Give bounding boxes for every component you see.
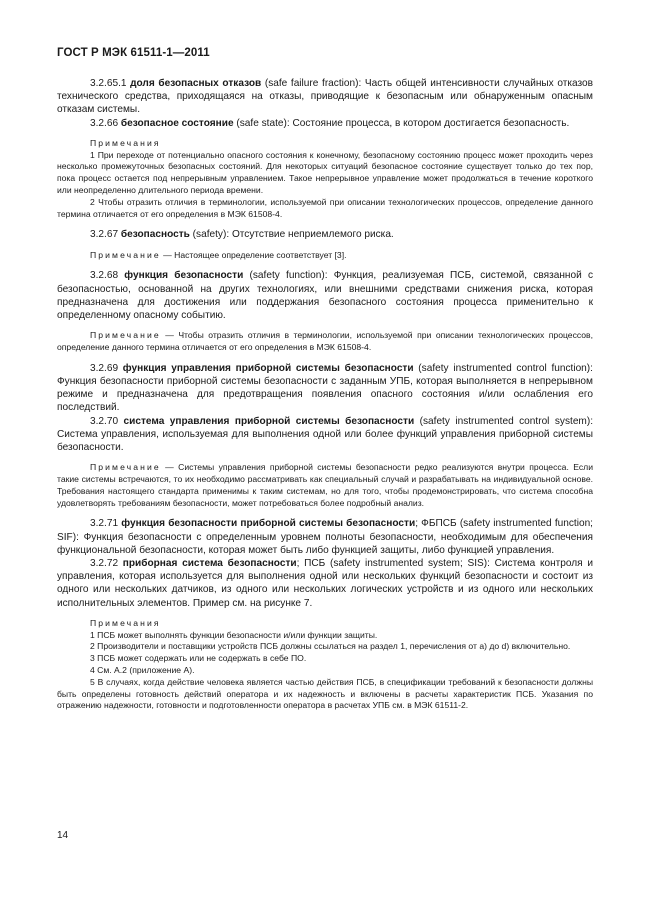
term: безопасное состояние (120, 117, 234, 129)
clause-3-2-69 (57, 362, 593, 415)
definition: ; ПСБ (safety instrumented system; SIS): Система контроля и управления, которая используется для выполнения одной или нескольких функций безопасности и состоит из одного или нескольких датчиков, из одного или нескольких логических устройств и из одного или нескольких исполнительных элементов. Пример см. на рисунке 7. (57, 558, 593, 609)
note-text: — Чтобы отразить отличия в терминологии, используемой при описании технологических процессов, определение данного термина отличается от его определения в МЭК 61508-4. (57, 330, 593, 352)
definition: (safety instrumented control function): Функция безопасности приборной системы безопасности с заданным УПБ, которая выполняется в непрерывном режиме и предназначена для предотвращения появления опасного состояния и/или ослабления его последствий. (57, 362, 593, 414)
clause-number: 3.2.65.1 (90, 78, 131, 89)
clause-3-2-65-1 (57, 77, 593, 117)
document-body (57, 77, 593, 712)
definition: (safe state): Состояние процесса, в котором достигается безопасность. (233, 117, 570, 129)
notes-heading: Примечания (90, 137, 161, 148)
clause-number: 3.2.67 (90, 229, 121, 241)
note (57, 250, 593, 262)
note-item: 1 ПСБ может выполнять функции безопасности и/или функции защиты. (90, 629, 378, 640)
note-item: 1 При переходе от потенциально опасного состояния к конечному, безопасному состоянию процесс может проходить через несколько промежуточных безопасных состояний. Для некоторых ситуаций безопасное состояние существует только до тех пор, пока процесс остается под непрерывным управлением. Такое непрерывное управление может продолжаться в течение короткого или неопределенно длительного периода времени. (57, 149, 593, 195)
term: функция управления приборной системы безопасности (122, 362, 414, 374)
note-text: — Настоящее определение соответствует [3]. (160, 249, 347, 260)
note-text: — Системы управления приборной системы безопасности редко реализуются внутри процесса. Если такие системы встречаются, то их необходимо рассматривать как специальный случай и разрабатывать на индивидуальной основе. Требования настоящего стандарта применимы к таким системам, но для того, чтобы продемонстрировать, что система способна удовлетворять требованиям безопасности, может потребоваться более подробный анализ. (57, 462, 593, 508)
notes-heading: Примечания (90, 617, 161, 628)
clause-number: 3.2.69 (90, 362, 123, 374)
note-label: Примечание (90, 249, 161, 260)
clause-number: 3.2.71 (90, 518, 122, 530)
note-item: 3 ПСБ может содержать или не содержать в себе ПО. (90, 653, 307, 664)
definition: ; ФБПСБ (safety instrumented function; SIF): Функция безопасности с определенным уровнем полноты безопасности, необходимым для обеспечения функциональной безопасности, которая может быть либо функцией защиты, либо функцией управления. (57, 518, 593, 556)
clause-3-2-71 (57, 517, 593, 557)
term: система управления приборной системы безопасности (123, 415, 415, 427)
clause-3-2-67 (57, 228, 593, 241)
clause-3-2-72 (57, 557, 593, 610)
term: функция безопасности (124, 270, 244, 282)
note-label: Примечание (90, 462, 161, 473)
clause-number: 3.2.66 (90, 117, 121, 129)
page-number: 14 (57, 830, 69, 841)
clause-3-2-68 (57, 269, 593, 322)
definition: (safety): Отсутствие неприемлемого риска. (189, 229, 394, 241)
definition: (safe failure fraction): Часть общей интенсивности случайных отказов технического средства, приходящаяся на отказы, приводящие к безопасным или обнаруженным опасным отказам системы. (57, 78, 593, 116)
note-item: 2 Чтобы отразить отличия в терминологии, используемой при описании технологических процессов, определение данного термина отличается от его определения в МЭК 61508-4. (57, 196, 593, 219)
note-label: Примечание (90, 330, 161, 341)
note-item: 2 Производители и поставщики устройств ПСБ должны ссылаться на раздел 1, перечисления от а) до d) включительно. (90, 641, 571, 652)
definition: (safety instrumented control system): Система управления, используемая для выполнения одной или более функций управления приборной системы безопасности. (57, 415, 594, 454)
clause-number: 3.2.70 (90, 415, 124, 427)
note (57, 330, 593, 354)
term: приборная система безопасности (122, 558, 297, 570)
term: доля безопасных отказов (130, 78, 262, 89)
note (57, 462, 593, 509)
standard-header: ГОСТ Р МЭК 61511-1—2011 (57, 47, 210, 59)
definition: (safety function): Функция, реализуемая ПСБ, системой, связанной с безопасностью, основанной на других технологиях, или внешними средствами снижения риска, которая предназначена для достижения или поддержания безопасного состояния процесса применительно к определенному опасному событию. (57, 270, 594, 321)
clause-number: 3.2.72 (90, 558, 123, 570)
clause-number: 3.2.68 (90, 270, 125, 282)
note-item: 5 В случаях, когда действие человека является частью действия ПСБ, в спецификации требований к безопасности должны быть определены готовность действий оператора и их надежность и включены в расчеты характеристик ПСБ. Указания по отражению надежности, готовности и подготовленности оператора в расчетах УПБ см. в МЭК 61511-2. (57, 676, 593, 711)
clause-3-2-70 (57, 415, 593, 455)
clause-3-2-66 (57, 117, 593, 130)
note-item: 4 См. А.2 (приложение А). (90, 665, 195, 676)
term: функция безопасности приборной системы безопасности (121, 518, 416, 530)
term: безопасность (120, 229, 190, 241)
